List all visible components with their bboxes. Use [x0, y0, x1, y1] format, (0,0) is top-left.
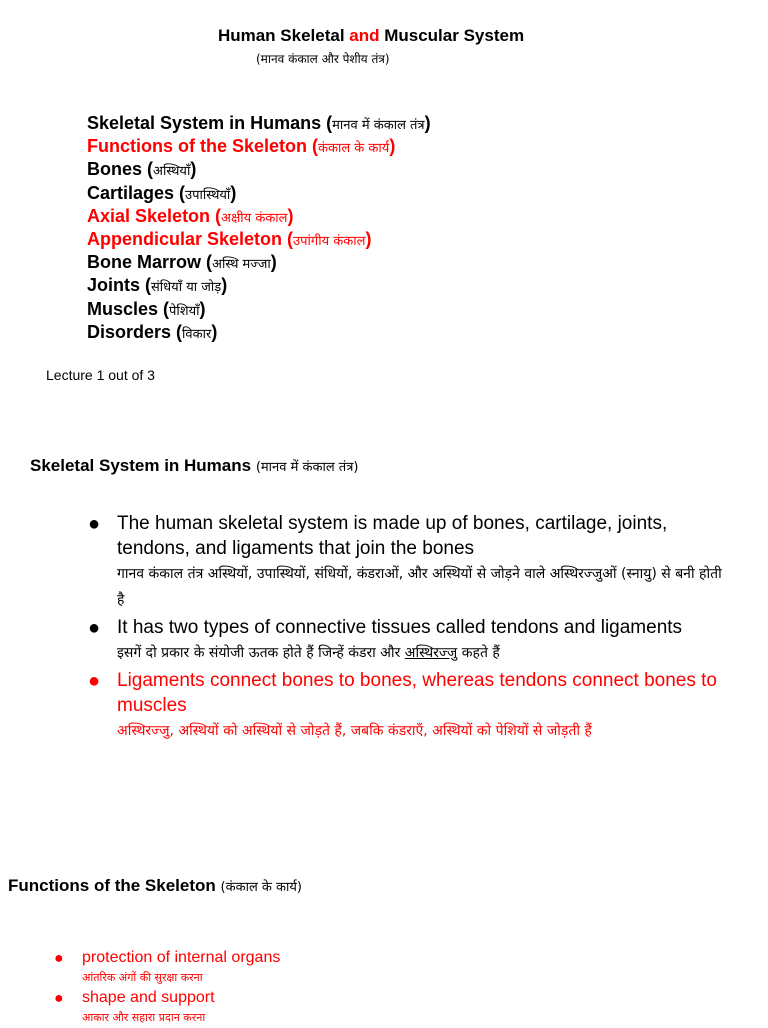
toc-item — [87, 298, 431, 321]
toc-item — [87, 135, 431, 158]
toc-item-hindi: कंकाल के कार्य — [318, 141, 390, 157]
toc-item-paren-open: ( — [142, 159, 154, 180]
toc-item-hindi: संधियाँ या जोड़ — [151, 280, 222, 296]
section1-heading-hi: (मानव में कंकाल तंत्र) — [255, 460, 359, 475]
skeletal-system-bullets — [88, 511, 728, 746]
bullet-text-hi-a: इसगें दो प्रकार के संयोजी ऊतक होते हैं जिन्हें कंडरा और — [117, 645, 405, 661]
toc-item — [87, 112, 431, 135]
toc-item-paren-open: ( — [171, 321, 183, 342]
toc-item-paren-close: ) — [199, 298, 206, 319]
function-text-hi: आकार और सहारा प्रदान करना — [82, 1011, 206, 1024]
toc-item-paren-open: ( — [282, 228, 294, 249]
bullet-icon: ● — [88, 670, 101, 692]
toc-item-hindi: उपास्थियाँ — [185, 187, 231, 203]
list-item — [54, 948, 280, 988]
bullet-text-en: It has two types of connective tissues called tendons and ligaments — [117, 617, 683, 638]
section-heading-skeletal-system — [30, 456, 358, 476]
toc-item-label: Bones — [87, 159, 143, 180]
toc-item-paren-close: ) — [365, 228, 372, 249]
toc-item — [87, 321, 431, 344]
list-item — [54, 988, 280, 1028]
bullet-icon: ● — [54, 950, 64, 967]
toc-item-label: Disorders — [87, 321, 172, 342]
bullet-text-hi: गानव कंकाल तंत्र अस्थियों, उपास्थियों, संधियों, कंडराओं, और अस्थियों से जोड़ने वाले अस्थिरज्जुओं (स्नायु) से बनी होती है — [117, 566, 722, 608]
toc-item-paren-close: ) — [270, 252, 277, 273]
toc-item-hindi: अक्षीय कंकाल — [221, 210, 288, 226]
bullet-text-en: Ligaments connect bones to bones, whereas tendons connect bones to muscles — [117, 670, 717, 716]
bullet-text-hi — [117, 640, 728, 666]
toc-item-paren-open: ( — [321, 113, 333, 133]
bullet-text-hi-b: कहते हैं — [457, 645, 500, 661]
section1-heading-en: Skeletal System in Humans — [30, 456, 252, 475]
toc-item — [87, 182, 431, 205]
toc-item-label: Bone Marrow — [87, 252, 202, 273]
toc-item — [87, 158, 431, 181]
toc-item-paren-close: ) — [424, 113, 431, 133]
bullet-text-hi: अस्थिरज्जु, अस्थियों को अस्थियों से जोड़ते हैं, जबकि कंडराएँ, अस्थियों को पेशियों से जोड़ती हैं — [117, 723, 592, 739]
toc-item-paren-open: ( — [158, 298, 170, 319]
toc-item-hindi: उपांगीय कंकाल — [293, 233, 366, 249]
list-item — [88, 668, 728, 744]
toc-item-label: Axial Skeleton — [87, 205, 211, 226]
toc-item-paren-open: ( — [210, 205, 222, 226]
subtitle-text: (मानव कंकाल और पेशीय तंत्र) — [256, 52, 390, 66]
toc-item-paren-close: ) — [190, 159, 197, 180]
toc-item-paren-close: ) — [211, 321, 218, 342]
function-text-hi: आंतरिक अंगों की सुरक्षा करना — [82, 971, 203, 984]
toc-item — [87, 251, 431, 274]
title-part-3: Muscular System — [379, 26, 525, 45]
functions-bullets — [54, 948, 280, 1028]
toc-item-label: Muscles — [87, 298, 159, 319]
toc-item-paren-close: ) — [221, 275, 228, 296]
section2-heading-hi: (कंकाल के कार्य) — [220, 880, 302, 895]
list-item — [88, 615, 728, 666]
toc-item-hindi: अस्थियाँ — [153, 164, 191, 180]
title-part-1: Human Skeletal — [217, 26, 350, 45]
page-title — [0, 26, 742, 46]
toc-item-paren-open: ( — [140, 275, 152, 296]
section-heading-functions — [8, 876, 302, 896]
underlined-term: अस्थिरज्जु — [404, 645, 458, 661]
toc-item-paren-open: ( — [307, 136, 319, 157]
toc-item-paren-close: ) — [389, 136, 396, 157]
toc-item-paren-close: ) — [287, 205, 294, 226]
function-text-en: protection of internal organs — [82, 949, 281, 966]
toc-item-hindi: विकार — [182, 326, 212, 342]
bullet-icon: ● — [88, 513, 101, 535]
toc-item-paren-close: ) — [230, 182, 237, 203]
function-text-en: shape and support — [82, 989, 215, 1006]
lecture-indicator: Lecture 1 out of 3 — [46, 367, 155, 383]
toc-item-label: Skeletal System in Humans — [87, 113, 322, 133]
toc-item-hindi: मानव में कंकाल तंत्र — [332, 118, 425, 133]
toc-item — [87, 274, 431, 297]
toc-item-paren-open: ( — [174, 182, 186, 203]
page-subtitle — [256, 50, 390, 67]
toc-item — [87, 205, 431, 228]
list-item — [88, 511, 728, 613]
toc-item-label: Appendicular Skeleton — [87, 228, 283, 249]
table-of-contents — [87, 112, 431, 344]
toc-item — [87, 228, 431, 251]
toc-item-label: Functions of the Skeleton — [87, 136, 308, 157]
section2-heading-en: Functions of the Skeleton — [8, 876, 216, 895]
bullet-text-en: The human skeletal system is made up of bones, cartilage, joints, tendons, and ligaments that join the bones — [117, 513, 668, 559]
bullet-icon: ● — [88, 617, 101, 639]
title-part-and: and — [349, 26, 380, 45]
bullet-icon: ● — [54, 990, 64, 1007]
toc-item-hindi: अस्थि मज्जा — [212, 257, 271, 273]
toc-item-label: Cartilages — [87, 182, 175, 203]
toc-item-hindi: पेशियाँ — [169, 303, 200, 319]
toc-item-paren-open: ( — [201, 252, 213, 273]
toc-item-label: Joints — [87, 275, 141, 296]
